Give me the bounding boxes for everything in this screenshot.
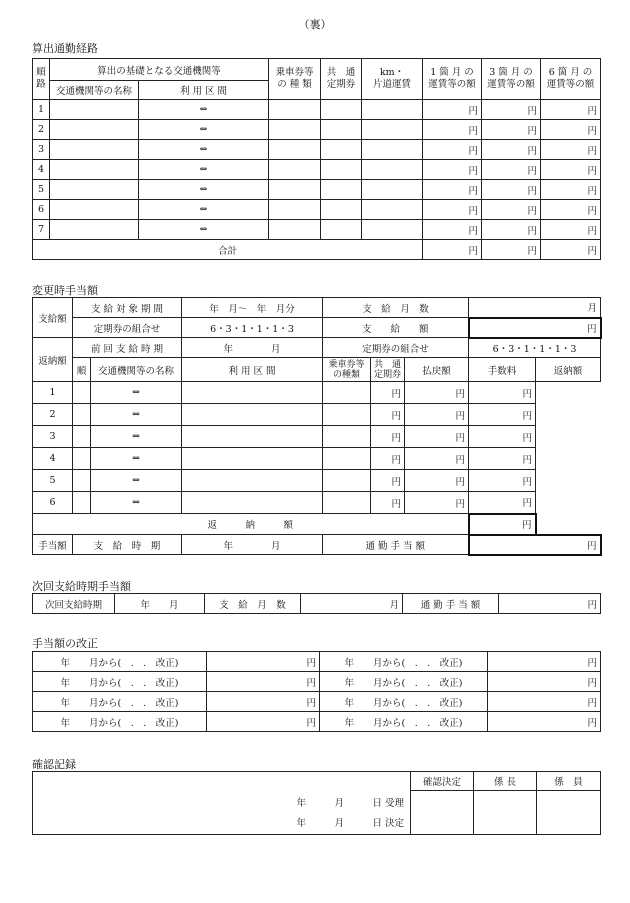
bidirectional-arrow-icon: ⇔ [132,497,140,508]
refund-common-pass[interactable] [323,404,371,426]
route-row [33,220,601,240]
decided-line: 年 月 日 決定 [296,818,404,829]
route-section[interactable] [139,100,269,120]
refund-ticket-type[interactable] [182,404,323,426]
ticket-type-header: 乗車券等 の 種 類 [269,59,321,100]
route-order: 7 [33,220,50,240]
route-order: 5 [33,180,50,200]
refund-fee[interactable]: 円 [405,492,469,514]
route-order: 2 [33,120,50,140]
next-time-label: 次回支給時期 [33,594,115,614]
route-fare-3m[interactable]: 円 [482,200,541,220]
km-fare-header: km・ 片道運賃 [362,59,423,100]
route-ticket-type[interactable] [269,100,321,120]
chief-header: 係 長 [474,772,537,791]
pay-time-label: 支 給 時 期 [73,535,182,555]
route-fare-1m[interactable]: 円 [423,180,482,200]
route-fare-3m[interactable]: 円 [482,120,541,140]
next-months-label: 支 給 月 数 [205,594,301,614]
refund-fee[interactable]: 円 [405,470,469,492]
route-fare-6m[interactable]: 円 [541,100,601,120]
revision-amount[interactable]: 円 [488,692,601,712]
pay-time-value[interactable]: 年 月 [182,535,323,555]
route-order: 6 [33,200,50,220]
route-common-pass[interactable] [321,140,362,160]
route-fare-1m[interactable]: 円 [423,200,482,220]
refund-fee[interactable]: 円 [405,448,469,470]
refund-row [33,426,601,448]
route-order: 4 [33,160,50,180]
route-row [33,180,601,200]
revision-row [33,712,601,732]
period-label: 支 給 対 象 期 間 [73,298,182,318]
transport-name-header: 交通機関等の名称 [50,81,139,100]
revision-row [33,672,601,692]
route-transport-name[interactable] [50,220,139,240]
refund-section[interactable] [91,448,182,470]
refund-section[interactable] [91,492,182,514]
fare-3m-header: 3 箇 月 の 運賃等の額 [482,59,541,100]
next-time-value[interactable]: 年 月 [115,594,205,614]
route-ticket-type[interactable] [269,140,321,160]
refund-ticket-type[interactable] [182,448,323,470]
revision-from[interactable]: 年 月から( . . 改正) [33,672,207,692]
routes-title: 算出通勤経路 [32,42,98,55]
common-pass-header: 共 通 定期券 [321,59,362,100]
refund-transport-name[interactable] [73,404,91,426]
prev-time-label: 前 回 支 給 時 期 [73,338,182,358]
received-line: 年 月 日 受理 [296,798,404,809]
refund-common-pass[interactable] [323,426,371,448]
revision-from[interactable]: 年 月から( . . 改正) [320,692,488,712]
bidirectional-arrow-icon: ⇔ [199,164,208,175]
route-row [33,160,601,180]
route-fare-3m[interactable]: 円 [482,220,541,240]
revision-from[interactable]: 年 月から( . . 改正) [33,712,207,732]
route-ticket-type[interactable] [269,120,321,140]
combo-value[interactable]: 6・3・1・1・1・3 [182,318,323,338]
bidirectional-arrow-icon: ⇔ [199,184,208,195]
route-section[interactable] [139,200,269,220]
next-table [32,593,601,614]
route-fare-6m[interactable]: 円 [541,120,601,140]
revision-amount[interactable]: 円 [207,652,320,672]
fee-header: 手数料 [469,358,536,382]
confirm-title: 確認記録 [32,758,76,771]
next-commute-label: 通 勤 手 当 額 [403,594,499,614]
refund-order: 4 [33,448,73,470]
revision-from[interactable]: 年 月から( . . 改正) [33,692,207,712]
fare-6m-header: 6 箇 月 の 運賃等の額 [541,59,601,100]
refund-ticket-type[interactable] [182,382,323,404]
route-transport-name[interactable] [50,180,139,200]
refund-common-pass[interactable] [323,448,371,470]
route-transport-name[interactable] [50,200,139,220]
refund-common-pass[interactable] [323,470,371,492]
refund-order: 3 [33,426,73,448]
total-3m[interactable]: 円 [482,240,541,260]
prev-time-value[interactable]: 年 月 [182,338,323,358]
change-title: 変更時手当額 [32,284,98,297]
amount-label: 支 給 額 [323,318,469,338]
revision-table [32,651,601,732]
combo-label: 定期券の組合せ [73,318,182,338]
route-km-fare[interactable] [362,160,423,180]
refund-pay[interactable]: 円 [371,426,405,448]
revision-amount[interactable]: 円 [207,672,320,692]
route-fare-6m[interactable]: 円 [541,220,601,240]
revision-from[interactable]: 年 月から( . . 改正) [33,652,207,672]
total-6m[interactable]: 円 [541,240,601,260]
decision-header: 確認決定 [411,772,474,791]
order-header: 順 路 [33,59,50,100]
refund-ticket-type[interactable] [182,426,323,448]
confirm-table [32,771,601,835]
route-section[interactable] [139,180,269,200]
route-transport-name[interactable] [50,160,139,180]
bidirectional-arrow-icon: ⇔ [199,104,208,115]
next-commute-amount[interactable]: 円 [499,594,601,614]
route-transport-name[interactable] [50,140,139,160]
pay-amount[interactable]: 円 [469,318,601,338]
commute-amount[interactable]: 円 [469,535,601,555]
refund-label: 返納額 [33,338,73,382]
route-fare-1m[interactable]: 円 [423,100,482,120]
bidirectional-arrow-icon: ⇔ [132,431,140,442]
refund-name-header: 交通機関等の名称 [91,358,182,382]
refund-pay[interactable]: 円 [371,448,405,470]
refund-header: 返納額 [536,358,601,382]
route-section[interactable] [139,120,269,140]
refund-transport-name[interactable] [73,492,91,514]
route-transport-name[interactable] [50,120,139,140]
staff-stamp[interactable] [537,790,601,834]
refund-section[interactable] [91,382,182,404]
refund-order: 1 [33,382,73,404]
route-fare-3m[interactable]: 円 [482,160,541,180]
refund-total-label: 返 納 額 [33,514,469,535]
route-km-fare[interactable] [362,120,423,140]
route-fare-1m[interactable]: 円 [423,220,482,240]
revision-row [33,652,601,672]
refund-fee[interactable]: 円 [405,382,469,404]
revision-from[interactable]: 年 月から( . . 改正) [320,672,488,692]
route-fare-1m[interactable]: 円 [423,160,482,180]
revision-amount[interactable]: 円 [207,692,320,712]
route-km-fare[interactable] [362,100,423,120]
route-order: 1 [33,100,50,120]
route-common-pass[interactable] [321,200,362,220]
total-1m[interactable]: 円 [423,240,482,260]
allow-label: 手当額 [33,535,73,555]
route-ticket-type[interactable] [269,160,321,180]
route-common-pass[interactable] [321,160,362,180]
refund-ticket-header: 乗車券等 の種類 [323,358,371,382]
bidirectional-arrow-icon: ⇔ [132,387,140,398]
route-common-pass[interactable] [321,180,362,200]
route-fare-6m[interactable]: 円 [541,160,601,180]
route-section[interactable] [139,160,269,180]
pay-label: 支給額 [33,298,73,338]
revision-amount[interactable]: 円 [488,712,601,732]
route-section[interactable] [139,220,269,240]
refund-pay-header: 払戻額 [405,358,469,382]
refund-section-header: 利 用 区 間 [182,358,323,382]
refund-common-pass[interactable] [323,492,371,514]
refund-amount[interactable]: 円 [469,448,536,470]
route-fare-1m[interactable]: 円 [423,120,482,140]
bidirectional-arrow-icon: ⇔ [132,409,140,420]
route-ticket-type[interactable] [269,180,321,200]
routes-table [32,58,601,260]
route-row [33,100,601,120]
revision-from[interactable]: 年 月から( . . 改正) [320,652,488,672]
decision-stamp[interactable] [411,790,474,834]
staff-header: 係 員 [537,772,601,791]
route-km-fare[interactable] [362,220,423,240]
fare-1m-header: 1 箇 月 の 運賃等の額 [423,59,482,100]
bidirectional-arrow-icon: ⇔ [132,475,140,486]
refund-row [33,448,601,470]
route-row [33,200,601,220]
route-ticket-type[interactable] [269,220,321,240]
route-ticket-type[interactable] [269,200,321,220]
revision-from[interactable]: 年 月から( . . 改正) [320,712,488,732]
revision-amount[interactable]: 円 [488,652,601,672]
bidirectional-arrow-icon: ⇔ [132,453,140,464]
refund-common-pass[interactable] [323,382,371,404]
revision-row [33,692,601,712]
route-km-fare[interactable] [362,200,423,220]
refund-transport-name[interactable] [73,470,91,492]
route-row [33,120,601,140]
refund-pay[interactable]: 円 [371,382,405,404]
revision-amount[interactable]: 円 [488,672,601,692]
refund-fee[interactable]: 円 [405,404,469,426]
page-title: （裏） [298,18,332,31]
next-months-value[interactable]: 月 [301,594,403,614]
route-transport-name[interactable] [50,100,139,120]
route-fare-1m[interactable]: 円 [423,140,482,160]
next-title: 次回支給時期手当額 [32,580,131,593]
route-km-fare[interactable] [362,140,423,160]
bidirectional-arrow-icon: ⇔ [199,124,208,135]
route-order: 3 [33,140,50,160]
bidirectional-arrow-icon: ⇔ [199,204,208,215]
refund-transport-name[interactable] [73,448,91,470]
refund-common-header: 共 通 定期券 [371,358,405,382]
route-common-pass[interactable] [321,120,362,140]
months-label: 支 給 月 数 [323,298,469,318]
refund-amount[interactable]: 円 [469,470,536,492]
refund-section[interactable] [91,404,182,426]
refund-transport-name[interactable] [73,382,91,404]
route-km-fare[interactable] [362,180,423,200]
prev-combo-value[interactable]: 6・3・1・1・1・3 [469,338,601,358]
route-fare-6m[interactable]: 円 [541,140,601,160]
route-fare-6m[interactable]: 円 [541,180,601,200]
refund-order: 2 [33,404,73,426]
route-common-pass[interactable] [321,220,362,240]
refund-amount[interactable]: 円 [469,492,536,514]
route-row [33,140,601,160]
route-fare-6m[interactable]: 円 [541,200,601,220]
period-value[interactable]: 年 月〜 年 月分 [182,298,323,318]
revision-amount[interactable]: 円 [207,712,320,732]
route-fare-3m[interactable]: 円 [482,140,541,160]
basis-header: 算出の基礎となる交通機関等 [50,59,269,81]
total-label: 合計 [33,240,423,260]
refund-total[interactable]: 円 [469,514,536,535]
refund-row [33,404,601,426]
route-section[interactable] [139,140,269,160]
chief-stamp[interactable] [474,790,537,834]
refund-amount[interactable]: 円 [469,404,536,426]
route-fare-3m[interactable]: 円 [482,100,541,120]
refund-order: 6 [33,492,73,514]
bidirectional-arrow-icon: ⇔ [199,224,208,235]
refund-amount[interactable]: 円 [469,426,536,448]
refund-section[interactable] [91,426,182,448]
refund-row [33,492,601,514]
refund-row [33,470,601,492]
refund-section[interactable] [91,470,182,492]
refund-row [33,382,601,404]
route-fare-3m[interactable]: 円 [482,180,541,200]
refund-pay[interactable]: 円 [371,404,405,426]
change-table [32,297,602,556]
refund-pay[interactable]: 円 [371,492,405,514]
refund-fee[interactable]: 円 [405,426,469,448]
refund-ticket-type[interactable] [182,470,323,492]
refund-amount[interactable]: 円 [469,382,536,404]
refund-ticket-type[interactable] [182,492,323,514]
bidirectional-arrow-icon: ⇔ [199,144,208,155]
section-header: 利 用 区 間 [139,81,269,100]
refund-order-header: 順 [73,358,91,382]
refund-pay[interactable]: 円 [371,470,405,492]
refund-order: 5 [33,470,73,492]
commute-label: 通 勤 手 当 額 [323,535,469,555]
months-value[interactable]: 月 [469,298,601,318]
route-common-pass[interactable] [321,100,362,120]
prev-combo-label: 定期券の組合せ [323,338,469,358]
revision-title: 手当額の改正 [32,637,98,650]
refund-transport-name[interactable] [73,426,91,448]
